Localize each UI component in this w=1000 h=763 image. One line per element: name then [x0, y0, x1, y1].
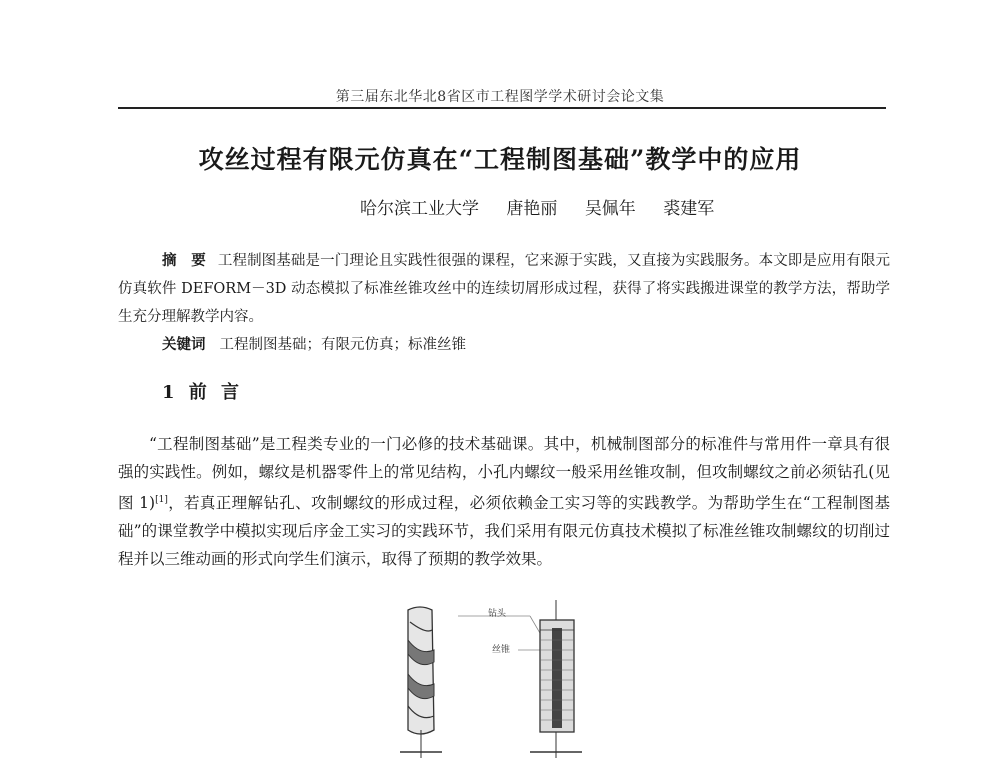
- drill-and-tap-illustration: [380, 600, 620, 759]
- paragraph-text-cont: ，若真正理解钻孔、攻制螺纹的形成过程，必须依赖金工实习等的实践教学。为帮助学生在“工程制图基础”的课堂教学中模拟实现后序金工实习的实践环节，我们采用有限元仿真技术模拟了标准丝锥攻制螺纹的切削过程并以三维动画的形式向学生们演示，取得了预期的教学效果。: [118, 494, 890, 569]
- tap-drawing: [530, 600, 582, 758]
- abstract-label: 摘 要: [162, 252, 206, 269]
- affiliation: 哈尔滨工业大学: [360, 199, 479, 219]
- citation-ref: [1]: [155, 495, 168, 505]
- paper-title: 攻丝过程有限元仿真在“工程制图基础”教学中的应用: [198, 145, 802, 174]
- abstract-text: 工程制图基础是一门理论且实践性很强的课程，它来源于实践，又直接为实践服务。本文即是应用有限元仿真软件 DEFORM－3D 动态模拟了标准丝锥攻丝中的连续切屑形成过程，获得了将实践搬进课堂的教学方法，帮助学生充分理解教学内容。: [118, 253, 890, 325]
- keywords: [162, 333, 466, 354]
- author-name: 唐艳丽: [506, 199, 558, 219]
- body-paragraph: [118, 430, 890, 573]
- section-heading: 1 前 言: [162, 382, 244, 403]
- figure-1: [380, 600, 620, 759]
- drill-bit-drawing: [400, 607, 442, 758]
- keywords-label: 关键词: [162, 336, 206, 353]
- abstract: [118, 247, 890, 331]
- author-line: [360, 194, 736, 219]
- tap-label: 丝锥: [492, 645, 511, 655]
- author-name: 吴佩年: [584, 199, 636, 219]
- running-header: 第三届东北华北8省区市工程图学学术研讨会论文集: [335, 89, 665, 105]
- drill-label: 钻头: [488, 609, 507, 619]
- paragraph-text: “工程制图基础”是工程类专业的一门必修的技术基础课。其中，机械制图部分的标准件与常用件一章具有很强的实践性。例如，螺纹是机器零件上的常见结构，小孔内螺纹一般采用丝锥攻制，但攻制螺纹之前必须钻孔(见图 1): [118, 435, 890, 513]
- author-name: 裘建军: [663, 199, 715, 219]
- keywords-text: 工程制图基础；有限元仿真；标准丝锥: [219, 337, 466, 353]
- header-rule: [118, 107, 886, 109]
